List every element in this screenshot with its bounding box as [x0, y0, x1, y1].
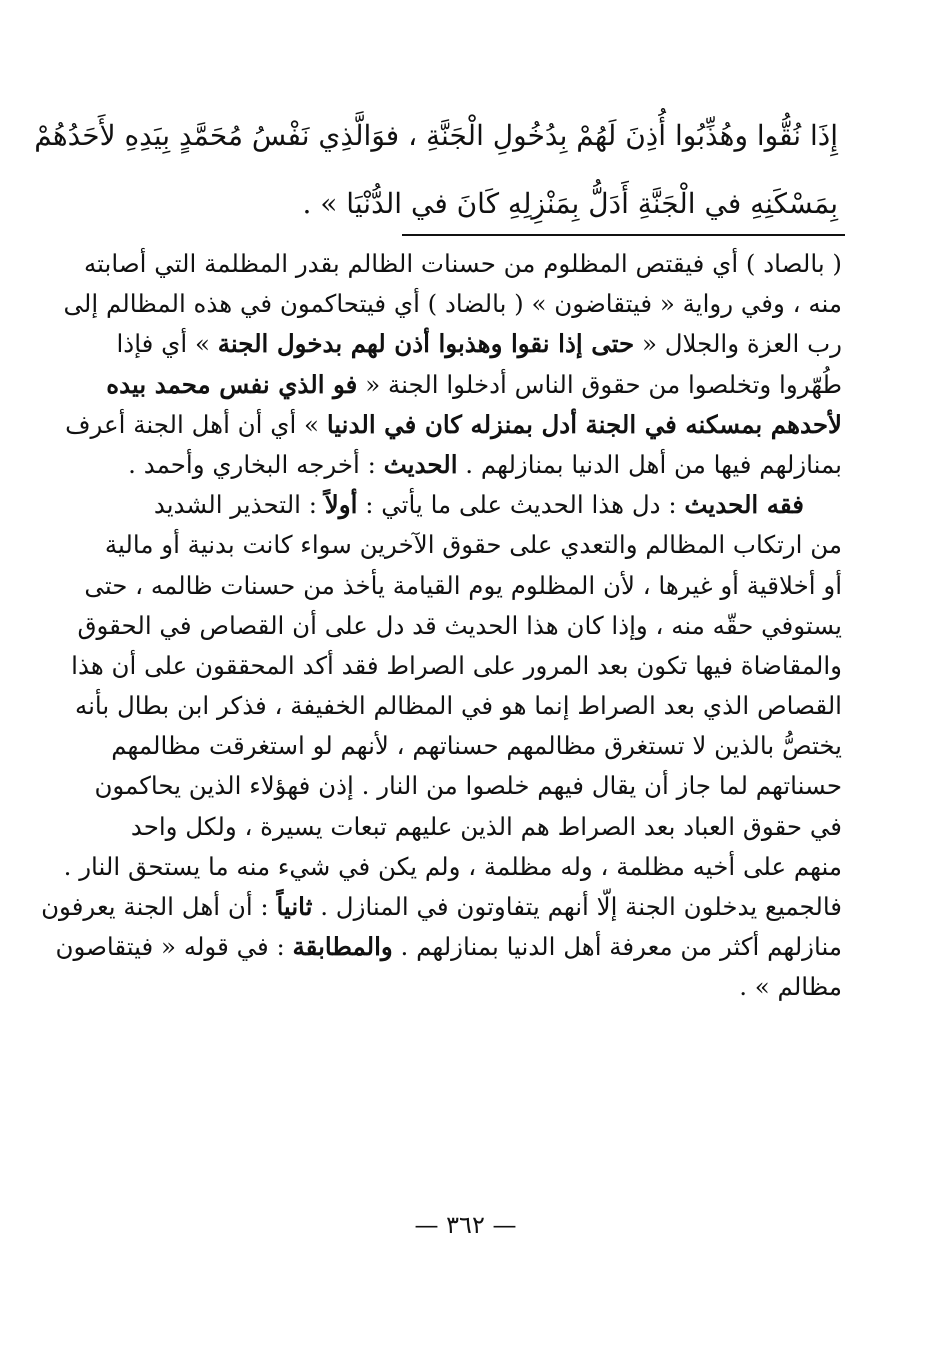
- commentary-line: في حقوق العباد بعد الصراط هم الذين عليهم تبعات يسيرة ، ولكل واحد: [130, 811, 842, 841]
- commentary-text: » أي فإذا: [116, 329, 218, 359]
- hadith-quote-bold: فو الذي نفس محمد بيده: [106, 369, 358, 399]
- commentary-line: [41, 887, 842, 927]
- commentary-line: حسناتهم لما جاز أن يقال فيهم خلصوا من النار . إذن فهؤلاء الذين يحاكمون: [94, 771, 842, 801]
- commentary-line: [92, 365, 842, 405]
- commentary-text: » أي أن أهل الجنة أعرف: [65, 409, 327, 439]
- commentary-line: القصاص الذي بعد الصراط إنما هو في المظالم الخفيفة ، فذكر ابن بطال بأنه: [74, 691, 842, 721]
- commentary-text: منازلهم أكثر من معرفة أهل الدنيا بمنازلهم .: [392, 932, 842, 962]
- commentary-line: يختصُّ بالذين لا تستغرق مظالمهم حسناتهم ، لأنهم لو استغرقت مظالمهم: [111, 731, 842, 761]
- commentary-line: ( بالصاد ) أي فيقتص المظلوم من حسنات الظالم بقدر المظلمة التي أصابته: [84, 249, 842, 278]
- commentary-text: : التحذير الشديد: [153, 490, 325, 520]
- section-keyword: ثانياً: [276, 892, 313, 921]
- commentary-line: والمقاضاة فيها تكون بعد المرور على الصراط فقد أكد المحققون على أن هذا: [71, 650, 842, 680]
- commentary-line: [55, 927, 842, 967]
- commentary-line: [65, 405, 842, 445]
- hadith-line: إِذَا نُقُّوا وهُذِّبُوا أُذِنَ لَهُمْ بِدُخُولِ الْجَنَّةِ ، فوَالَّذِي نَفْسُ مُحَمَّدٍ بِيَدِهِ لأَحَدُهُمْ: [34, 119, 838, 152]
- commentary-text: بمنازلهم فيها من أهل الدنيا بمنازلهم .: [457, 449, 842, 479]
- hadith-line: بِمَسْكَنِهِ في الْجَنَّةِ أَدَلُّ بِمَنْزِلِهِ كَانَ في الدُّنْيَا » .: [302, 187, 838, 220]
- commentary-block: [41, 244, 842, 1008]
- commentary-line: منهم على أخيه مظلمة ، وله مظلمة ، ولم يكن في شيء منه ما يستحق النار .: [63, 851, 842, 881]
- section-heading: فقه الحديث: [684, 490, 804, 520]
- commentary-text: فالجميع يدخلون الجنة إلّا أنهم يتفاوتون في المنازل .: [312, 892, 842, 921]
- commentary-line: [92, 485, 842, 525]
- commentary-text: رب العزة والجلال «: [634, 329, 842, 359]
- commentary-text: : أن أهل الجنة يعرفون: [41, 892, 277, 921]
- page-number: — ٣٦٢ —: [414, 1211, 517, 1239]
- commentary-line: [92, 324, 842, 364]
- section-keyword: أولاً: [324, 490, 358, 520]
- hadith-quote-bold: حتى إذا نقوا وهذبوا أذن لهم بدخول الجنة: [217, 329, 635, 359]
- section-keyword: والمطابقة: [292, 932, 393, 962]
- commentary-text: طُهّروا وتخلصوا من حقوق الناس أدخلوا الجنة «: [357, 369, 842, 399]
- commentary-line: مظالم » .: [739, 972, 842, 1002]
- footnote-divider: [402, 234, 845, 236]
- section-keyword: الحديث: [383, 449, 458, 479]
- commentary-line: من ارتكاب المظالم والتعدي على حقوق الآخرين سواء كانت بدنية أو مالية: [104, 530, 842, 560]
- commentary-line: أو أخلاقية أو غيرها ، لأن المظلوم يوم القيامة يأخذ من حسنات ظالمه ، حتى: [84, 570, 842, 600]
- commentary-text: : في قوله « فيتقاصون: [55, 932, 293, 962]
- hadith-quote-bold: لأحدهم بمسكنه في الجنة أدل بمنزله كان في الدنيا: [326, 409, 842, 439]
- commentary-line: [92, 445, 842, 485]
- commentary-text: : أخرجه البخاري وأحمد .: [128, 449, 384, 479]
- commentary-line: يستوفي حقّه منه ، وإذا كان هذا الحديث قد دل على أن القصاص في الحقوق: [77, 610, 842, 640]
- commentary-line: منه ، وفي رواية « فيتقاضون » ( بالضاد ) أي فيتحاكمون في هذه المظالم إلى: [63, 289, 842, 319]
- commentary-text: : دل هذا الحديث على ما يأتي :: [357, 490, 685, 520]
- hadith-text-block: [34, 102, 838, 238]
